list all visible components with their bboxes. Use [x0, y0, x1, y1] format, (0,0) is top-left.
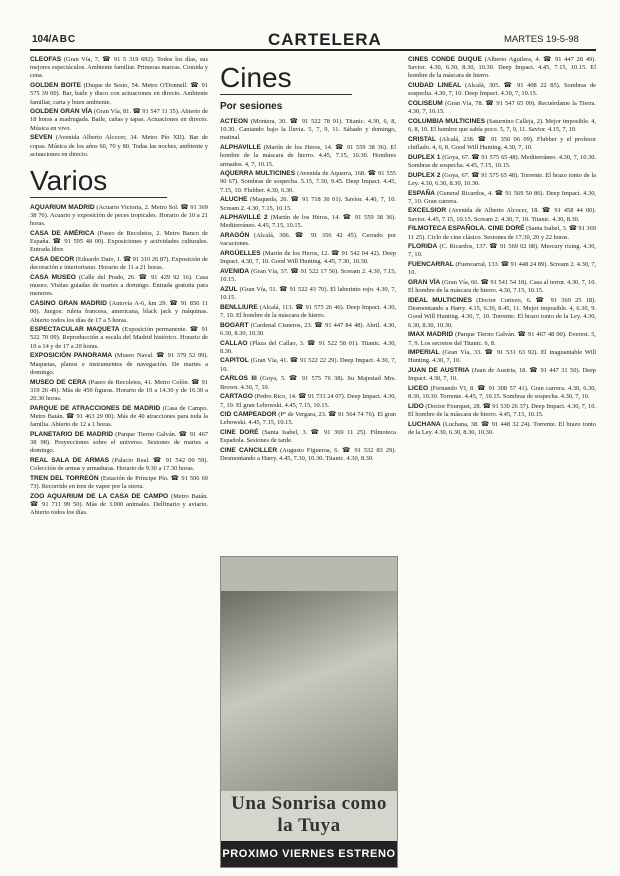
- varios-heading: Varios: [30, 165, 167, 198]
- listing-entry: [220, 447, 396, 463]
- listing-name: CIUDAD LINEAL: [408, 82, 462, 90]
- listing-details: (Paseo de Recoletos, 2. Metro Banco de España. ☎ 91 595 48 00). Exposiciones y actividades culturales. Entrada libre.: [30, 230, 208, 254]
- listing-details: (Luchana, 38. ☎ 91 448 32 24). Torrente. El brazo tonto de la Ley. 4.30, 6.30, 8.30, 10.30.: [408, 420, 596, 437]
- listing-name: LICEO: [408, 385, 429, 393]
- listing-details: (Plaza del Callao, 3. ☎ 91 522 58 01). Titanic. 4.30, 8.30.: [220, 339, 396, 355]
- ad-movie-title: Una Sonrisa como la Tuya: [231, 793, 387, 836]
- listing-name: ARAGÓN: [220, 232, 250, 240]
- listing-entry: [220, 375, 396, 391]
- listing-name: CASINO GRAN MADRID: [30, 300, 107, 308]
- listing-name: CAPITOL: [220, 357, 249, 365]
- listing-entry: [220, 232, 396, 248]
- cines-heading: Cines: [220, 62, 352, 95]
- listing-name: GRAN VÍA: [408, 279, 441, 287]
- listing-name: ESPAÑA: [408, 189, 435, 197]
- listing-name: PLANETARIO DE MADRID: [30, 430, 113, 438]
- listing-details: (Autovía A-6, km 29. ☎ 91 856 11 00). Juegos: ruleta francesa, americana, black jack y máquinas. Abierto todos los días de 17 a 5 horas.: [30, 300, 208, 324]
- listing-entry: [220, 393, 396, 409]
- listing-entry: [30, 134, 208, 159]
- listing-details: (Alberto Aguilera, 4. ☎ 91 447 28 49). Savior. 4.30, 6.30, 8.30, 10.30. Deep Impact. 4.45, 7.15, 10.15. El hombre de la máscara de hierro.: [408, 56, 596, 80]
- listing-entry: [30, 300, 208, 325]
- listing-details: (Doctor Fourquet, 28. ☎ 91 530 26 37). Deep Impact. 4.30, 7, 10. El hombre de la máscara de hierro. 4.45, 7.15, 10.15.: [408, 402, 596, 419]
- listing-name: ALPHAVILLE: [220, 144, 261, 152]
- listing-entry: [30, 56, 208, 81]
- listing-name: EXPOSICIÓN PANORAMA: [30, 352, 113, 360]
- listing-entry: [220, 250, 396, 266]
- listing-name: ESPECTACULAR MAQUETA: [30, 326, 120, 334]
- listing-name: LUCHANA: [408, 420, 441, 428]
- listing-name: DUPLEX 1: [408, 153, 441, 161]
- listing-name: DUPLEX 2: [408, 171, 441, 179]
- listing-details: (Alcalá, 306. ☎ 91 356 42 45). Cerrado por vacaciones.: [220, 232, 396, 248]
- listing-details: (Saturnino Calleja, 2). Mejor imposible. 4, 6, 8, 10. El hombre que sabía poco. 5, 7, 9, 11. Savior. 4.15, 7, 10.: [408, 117, 596, 134]
- listing-entry: [408, 297, 596, 330]
- listing-entry: [220, 144, 396, 169]
- header-rule: [30, 49, 596, 51]
- listing-details: (Eduardo Dato, 1. ☎ 91 310 26 87). Exposición de decoración e interiorismo. Horario de 11 a 21 horas.: [30, 256, 208, 272]
- listing-entry: [30, 457, 208, 473]
- listing-details: (Doctor Cortezo, 6. ☎ 91 369 25 18). Desmontando a Harry. 4.15, 6.30, 8.45, 11. Mejor imposible. 4, 6.30, 9. Good Will Hunting. 4.30, 7, 10. Torrente. El brazo tonto de la Ley. 4.30, 6.30, 8.30, 10.30.: [408, 296, 596, 329]
- listing-name: LIDO: [408, 402, 424, 410]
- listing-name: TREN DEL TORREÓN: [30, 474, 99, 482]
- listing-details: (Gran Vía, 7, ☎ 91 5 319 692). Todos los días, sus mejores espectáculos. Ambiente familiar. Primeras marcas. Comida y cena.: [30, 56, 208, 80]
- listing-details: (Santa Isabel, 3. ☎ 91 369 11 25). Filmoteca Española. Sesiones de tarde.: [220, 429, 396, 445]
- listing-name: JUAN DE AUSTRIA: [408, 367, 470, 375]
- listing-name: FLORIDA: [408, 243, 438, 251]
- listing-details: (Augusto Figueroa, 6. ☎ 91 532 83 29). Desmontando a Harry. 4.45, 7.30, 10.30. Titanic. 4.30, 8.30.: [220, 447, 396, 463]
- listing-entry: [220, 118, 396, 143]
- listing-name: ZOO AQUARIUM DE LA CASA DE CAMPO: [30, 492, 169, 500]
- listing-entry: [220, 357, 396, 373]
- listing-name: AVENIDA: [220, 267, 250, 275]
- listing-details: (Goya, 5. ☎ 91 575 76 38). Su Majestad Mrs. Brown. 4.30, 7, 10.: [220, 375, 396, 391]
- listing-entry: [30, 431, 208, 456]
- listing-name: CASA MUSEO: [30, 274, 76, 282]
- listing-name: CASA DECOR: [30, 256, 75, 264]
- listing-entry: [408, 403, 596, 419]
- listing-entry: [30, 274, 208, 299]
- listing-name: COLISEUM: [408, 100, 443, 108]
- listing-details: (General Ricardos, 4. ☎ 91 569 50 86). Deep Impact. 4.30, 7, 10. Gran carrera.: [408, 189, 596, 205]
- movie-advertisement: [220, 556, 398, 868]
- listing-name: AZUL: [220, 285, 238, 293]
- listing-entry: [30, 256, 208, 272]
- por-sesiones-subheading: Por sesiones: [220, 101, 283, 112]
- listing-name: BENLLIURE: [220, 303, 258, 311]
- listing-name: REAL SALA DE ARMAS: [30, 456, 110, 464]
- listing-entry: [408, 118, 596, 134]
- listing-name: IMPERIAL: [408, 349, 440, 357]
- listing-details: (Gran Vía, 51. ☎ 91 522 43 70). El laberinto rojo. 4.30, 7, 10.15.: [220, 285, 396, 302]
- listing-name: GOLDEN GRAN VÍA: [30, 108, 93, 116]
- listing-details: (Pº de Vergara, 23. ☎ 91 564 74 76). El gran Lebowski. 4.45, 7.15, 10.15.: [220, 411, 396, 427]
- listing-details: (Palacio Real. ☎ 91 542 00 59). Colección de armas y armaduras. Horario de 9.30 a 17.30 horas.: [30, 456, 208, 473]
- listing-entry: [408, 349, 596, 365]
- listing-entry: [408, 225, 596, 241]
- listing-name: FUENCARRAL: [408, 261, 454, 269]
- section-title: CARTELERA: [268, 30, 382, 49]
- listing-name: ALPHAVILLE 2: [220, 214, 268, 222]
- ad-banner-top: [221, 557, 397, 591]
- listing-entry: [408, 261, 596, 277]
- listing-details: (Avenida de Aquerra, 168. ☎ 91 555 90 67). Sombras de sospecha. 5.15, 7.30, 9.45. Deep Impact. 4.45, 7.15, 10. Flubber. 4.30, 6.30.: [220, 170, 396, 194]
- listing-entry: [408, 136, 596, 152]
- listing-details: (Gran Vía, 81. ☎ 91 547 11 35). Abierto de 18 horas a madrugada. Baile, cañas y tapas. Actuaciones en directo. Música en vivo.: [30, 108, 208, 132]
- listing-entry: [30, 405, 208, 430]
- listing-entry: [408, 367, 596, 383]
- listing-name: ACTEON: [220, 118, 248, 125]
- listing-name: CASA DE AMÉRICA: [30, 230, 95, 238]
- listing-entry: [408, 385, 596, 401]
- listing-details: (Martín de los Heros, 14. ☎ 91 559 38 36). Mediterráneo. 4.45, 7.15, 10.15.: [220, 214, 396, 230]
- listing-entry: [220, 214, 396, 230]
- listing-name: CALLAO: [220, 339, 248, 347]
- listing-details: (Avenida de Alberto Alcocer, 18. ☎ 91 458 44 00). Savior. 4.45, 7.15, 10.15. Scream 2. 4.30, 7, 10. Titanic. 4.30, 8.30.: [408, 207, 596, 223]
- listing-details: (Alcalá, 113. ☎ 91 575 26 46). Deep Impact. 4.30, 7, 10. El hombre de la máscara de hierro.: [220, 303, 396, 319]
- listing-name: IDEAL MULTICINES: [408, 296, 472, 304]
- listing-details: (Santa Isabel, 3. ☎ 91 369 11 25). Ciclo de cine clásico. Sesiones de 17.30, 20 y 22 horas.: [408, 225, 596, 241]
- listing-details: (Exposición permanente. ☎ 91 522 70 09). Reproducción a escala del Madrid histórico. Horario de 10 a 14 y de 17 a 20 horas.: [30, 326, 208, 350]
- column-left: [30, 56, 208, 868]
- listing-details: (Gran Vía, 66. ☎ 91 541 54 18). Casa al terror. 4.30, 7, 10. El hombre de la máscara de hierro. 4.30, 7.15, 10.15.: [408, 279, 596, 295]
- listing-name: EXCELSIOR: [408, 207, 447, 215]
- listing-details: (Casa de Campo. Metro Batán. ☎ 91 463 29 00). Más de 40 atracciones para toda la familia. Abierto de 12 a 1 horas.: [30, 404, 208, 429]
- listing-details: (Parque Tierno Galván. ☎ 91 467 38 98). Proyecciones sobre el universo. Sesiones de martes a domingo.: [30, 430, 208, 455]
- listing-name: CRISTAL: [408, 135, 437, 143]
- listing-name: PARQUE DE ATRACCIONES DE MADRID: [30, 404, 161, 412]
- listing-entry: [408, 154, 596, 170]
- listing-details: (Martín de los Heros, 12. ☎ 91 542 04 42). Deep Impact. 4.30, 7, 10. Good Will Hunting. 4.45, 7.30, 10.30.: [220, 250, 396, 266]
- listing-details: (Gran Vía, 37. ☎ 91 522 17 56). Scream 2. 4.30, 7.15, 10.15.: [220, 267, 396, 284]
- listing-name: FILMOTECA ESPAÑOLA. CINE DORÉ: [408, 225, 525, 233]
- listing-entry: [30, 108, 208, 133]
- listing-details: (Metro Batán. ☎ 91 711 99 50). Más de 3.000 animales. Delfinario y aviario. Abierto todos los días.: [30, 492, 208, 517]
- listing-entry: [220, 268, 396, 284]
- listing-entry: [30, 352, 208, 377]
- listing-name: CARLOS III: [220, 375, 257, 383]
- listing-entry: [30, 82, 208, 107]
- listing-entry: [408, 100, 596, 116]
- listing-details: (Parque Tierno Galván. ☎ 91 467 48 00). Everest. 5, 7, 9. Los secretos del Titanic. 6, 8.: [408, 331, 596, 347]
- listing-entry: [408, 279, 596, 295]
- ad-photo: [221, 591, 397, 791]
- listing-name: IMAX MADRID: [408, 331, 454, 339]
- listing-details: (Acuario Victoria, 2. Metro Sol. ☎ 91 369 38 76). Acuario y exposición de peces tropicales. Horario de 10 a 21 horas.: [30, 203, 208, 228]
- listing-name: BOGART: [220, 321, 249, 329]
- listing-details: (Pedro Rico, 14. ☎ 91 733 24 07). Deep Impact. 4.30, 7, 10. El gran Lebowski. 4.45, 7.15, 10.15.: [220, 393, 396, 409]
- listing-details: (Gran Vía, 78. ☎ 91 547 65 09). Recuérdame la Tierra. 4.30, 7, 10.15.: [408, 100, 596, 116]
- listing-entry: [408, 421, 596, 437]
- listing-details: (Fuencarral, 133. ☎ 91 448 24 89). Scream 2. 4.30, 7, 10.: [408, 261, 596, 277]
- listing-details: (Fernando VI, 8. ☎ 91 308 57 41). Gran carrera. 4.30, 6.30, 8.30, 10.30. Torrente. 4.45, 7, 10.15. Sombras de sospecha. 4.30, 7, 10.: [408, 385, 596, 401]
- listing-name: MUSEO DE CERA: [30, 378, 87, 386]
- listing-entry: [408, 56, 596, 81]
- listing-entry: [220, 411, 396, 427]
- listing-details: (Paseo de Recoletos, 41. Metro Colón. ☎ 91 319 26 49). Más de 450 figuras. Horario de 10 a 14.30 y de 16.30 a 20.30 horas.: [30, 378, 208, 402]
- listing-entry: [408, 243, 596, 259]
- page-header: [0, 0, 620, 49]
- listing-name: CID CAMPEADOR: [220, 411, 277, 419]
- page-number: 104/ABC: [32, 34, 77, 45]
- listing-details: (Duque de Sesto, 54. Metro O'Donnell. ☎ 91 575 39 00). Bar, baile y disco con actuaciones en directo. Ambiente familiar, carta y buen ambiente.: [30, 82, 208, 106]
- listing-entry: [408, 172, 596, 188]
- listing-details: (C. Ricardos, 137. ☎ 91 569 02 08). Mercury rising. 4.30, 7, 10.: [408, 243, 596, 259]
- listing-details: (Gran Vía, 41. ☎ 91 522 22 29). Deep Impact. 4.30, 7, 10.: [220, 357, 396, 373]
- listing-name: CARTAGO: [220, 393, 253, 401]
- listing-entry: [220, 170, 396, 195]
- listing-details: (Alcalá, 238. ☎ 91 356 06 09). Flubber y el profesor chiflado. 4, 6, 8. Good Will Hunting. 4.30, 7, 10.: [408, 135, 596, 152]
- listing-entry: [408, 331, 596, 347]
- listing-entry: [220, 429, 396, 445]
- listing-details: (Cardenal Cisneros, 23. ☎ 91 447 84 48). Abril. 4.30, 6.30, 8.30, 10.30.: [220, 321, 396, 337]
- listing-name: SEVEN: [30, 134, 53, 142]
- listing-details: (Martín de los Heros, 14. ☎ 91 559 38 36). El hombre de la máscara de hierro. 4.45, 7.15, 10.30. Hombres armados. 4, 7, 10.15.: [220, 144, 396, 168]
- column-right: [408, 56, 596, 868]
- listing-name: CLEOFAS: [30, 56, 62, 63]
- listing-entry: [30, 379, 208, 404]
- listing-details: (Museo Naval. ☎ 91 379 52 99). Maquetas, planos e instrumentos de navegación. De martes a domingo.: [30, 352, 208, 376]
- listing-entry: [408, 82, 596, 98]
- listing-entry: [220, 196, 396, 212]
- listing-details: (Goya, 67. ☎ 91 575 65 48). Mediterráneo. 4.30, 7, 10.30. Sombras de sospecha. 4.45, 7.15, 10.15.: [408, 153, 596, 169]
- listing-entry: [30, 475, 208, 491]
- listing-entry: [408, 207, 596, 223]
- listing-name: AQUERRA MULTICINES: [220, 170, 296, 178]
- listing-name: ALUCHE: [220, 196, 248, 204]
- listing-details: (Gran Vía, 33. ☎ 91 531 63 92). El inaguantable Will Hunting. 4.30, 7, 10.: [408, 349, 596, 365]
- listing-name: CINE CANCILLER: [220, 447, 278, 455]
- listing-entry: [220, 340, 396, 356]
- listing-details: (Goya, 67. ☎ 91 575 65 48). Torrente. El brazo tonto de la Ley. 4.30, 6.30, 8.30, 10.30.: [408, 171, 596, 187]
- listing-entry: [220, 322, 396, 338]
- listing-details: (Alcalá, 305. ☎ 91 408 22 85). Sombras de sospecha. 4.30, 7, 10. Deep Impact. 4.30, 7, 10.15.: [408, 82, 596, 98]
- listing-entry: [220, 286, 396, 302]
- listing-name: ARGÜELLES: [220, 250, 261, 258]
- listing-details: (Montera, 30. ☎ 91 522 78 91). Titanic. 4.30, 6, 8, 10.30. Cantando bajo la lluvia. 5, 7, 9, 11. Sábado y domingo, matinal.: [220, 118, 396, 142]
- listing-details: (Juan de Austria, 18. ☎ 91 447 31 50). Deep Impact. 4.30, 7, 10.: [408, 367, 596, 383]
- listing-name: COLUMBIA MULTICINES: [408, 117, 486, 125]
- listing-entry: [30, 493, 208, 518]
- listing-name: CINE DORÉ: [220, 429, 259, 437]
- listing-name: GOLDEN BOITE: [30, 82, 82, 90]
- listing-entry: [30, 326, 208, 351]
- listing-entry: [408, 190, 596, 206]
- listing-name: AQUARIUM MADRID: [30, 203, 95, 211]
- issue-date: MARTES 19-5-98: [504, 34, 579, 45]
- listing-details: (Maqueda, 20. ☎ 91 718 30 01). Savior. 4.40, 7, 10. Scream 2. 4.30, 7.15, 10.15.: [220, 196, 396, 212]
- listing-details: (Calle del Prado, 26. ☎ 91 429 92 16). Casa museo. Visitas guiadas de martes a domingo. Entrada gratuita para menores.: [30, 274, 208, 298]
- ad-premiere-banner: PROXIMO VIERNES ESTRENO: [221, 841, 397, 867]
- listing-name: CINES CONDE DUQUE: [408, 56, 482, 63]
- listing-details: (Estación de Príncipe Pío. ☎ 91 506 69 73). Recorrido en tren de vapor por la sierra.: [30, 474, 208, 490]
- listing-entry: [30, 204, 208, 229]
- listing-entry: [30, 230, 208, 255]
- listing-entry: [220, 304, 396, 320]
- listing-details: (Avenida Alberto Alcocer, 34. Metro Pío XII). Bar de copas. Música de los años 60, 70 y 80. Todas las noches, ambiente y actuaciones en directo.: [30, 134, 208, 158]
- brand-logo: ABC: [51, 34, 77, 45]
